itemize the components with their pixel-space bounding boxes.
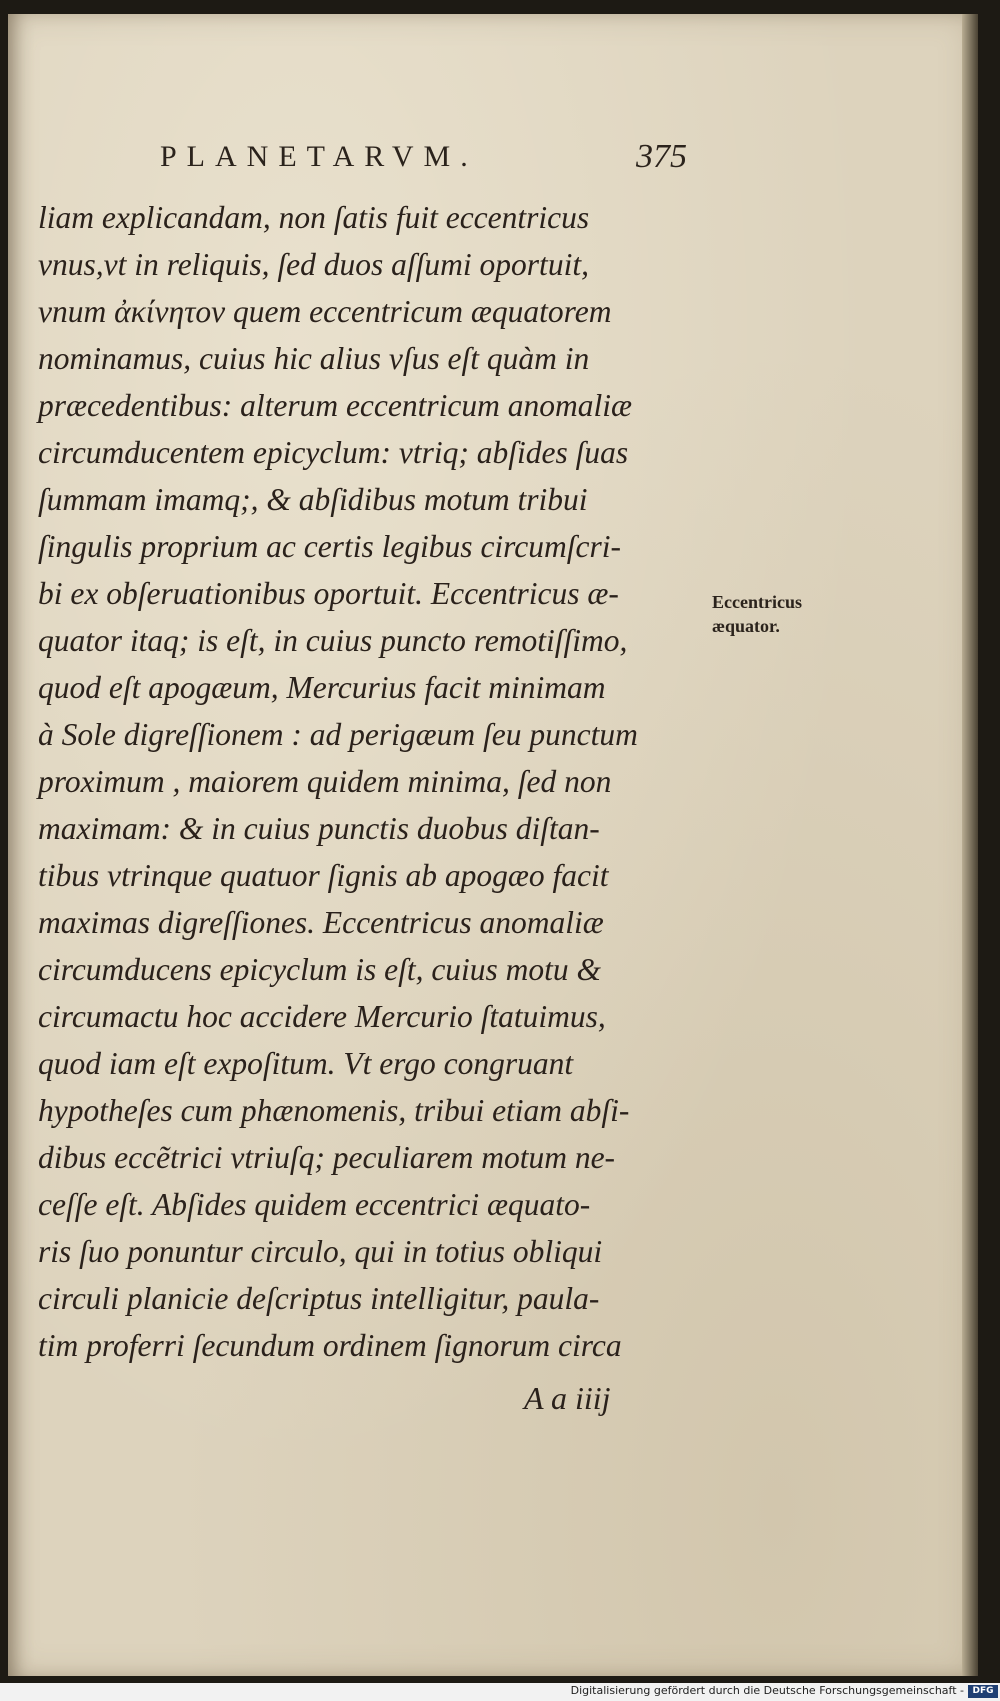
text-line: ceſſe eſt. Abſides quidem eccentrici æquato- [38, 1187, 591, 1222]
text-line: ſingulis proprium ac certis legibus circumſcri- [38, 529, 621, 564]
text-line: liam explicandam, non ſatis fuit eccentricus [38, 200, 590, 235]
dfg-logo: DFG [968, 1685, 998, 1698]
signature-mark: A a iiij [524, 1380, 611, 1416]
page-number: 375 [636, 138, 687, 175]
text-line: hypotheſes cum phænomenis, tribui etiam abſi- [38, 1093, 630, 1128]
text-line: circumducens epicyclum is eſt, cuius motu & [38, 952, 602, 987]
text-line: proximum , maiorem quidem minima, ſed non [38, 764, 612, 799]
marginal-note-line: æquator. [712, 616, 780, 636]
running-title: PLANETARVM. [160, 140, 478, 173]
text-line: maximam: & in cuius punctis duobus diſtan- [38, 811, 600, 846]
text-line: circumducentem epicyclum: vtriq; abſides ſuas [38, 435, 629, 470]
text-line: quod iam eſt expoſitum. Vt ergo congruant [38, 1046, 574, 1081]
text-line: vnum ἀκίνητον quem eccentricum æquatorem [38, 294, 612, 329]
text-line: nominamus, cuius hic alius vſus eſt quàm in [38, 341, 590, 376]
marginal-note-line: Eccentricus [712, 592, 802, 612]
footer-bar [0, 1683, 1000, 1701]
text-line: maximas digreſſiones. Eccentricus anomaliæ [38, 905, 604, 940]
text-line: tibus vtrinque quatuor ſignis ab apogæo facit [38, 858, 609, 893]
text-line: à Sole digreſſionem : ad perigæum ſeu punctum [38, 717, 638, 752]
text-line: dibus eccẽtrici vtriuſq; peculiarem motum ne- [38, 1140, 616, 1175]
body-text [38, 194, 718, 1369]
text-line: circuli planicie deſcriptus intelligitur, paula- [38, 1281, 600, 1316]
marginal-note [712, 590, 802, 638]
text-line: circumactu hoc accidere Mercurio ſtatuimus, [38, 999, 606, 1034]
text-line: vnus,vt in reliquis, ſed duos aſſumi oportuit, [38, 247, 589, 282]
text-line: bi ex obſeruationibus oportuit. Eccentricus æ- [38, 576, 619, 611]
text-line: quod eſt apogæum, Mercurius facit minimam [38, 670, 606, 705]
text-line: ſummam imamq;, & abſidibus motum tribui [38, 482, 588, 517]
text-line: ris ſuo ponuntur circulo, qui in totius obliqui [38, 1234, 603, 1269]
text-line: tim proferri ſecundum ordinem ſignorum circa [38, 1328, 622, 1363]
footer-credit: Digitalisierung gefördert durch die Deutsche Forschungsgemeinschaft - [570, 1684, 964, 1697]
text-line: præcedentibus: alterum eccentricum anomaliæ [38, 388, 633, 423]
text-line: quator itaq; is eſt, in cuius puncto remotiſſimo, [38, 623, 628, 658]
page-edge [962, 14, 978, 1676]
